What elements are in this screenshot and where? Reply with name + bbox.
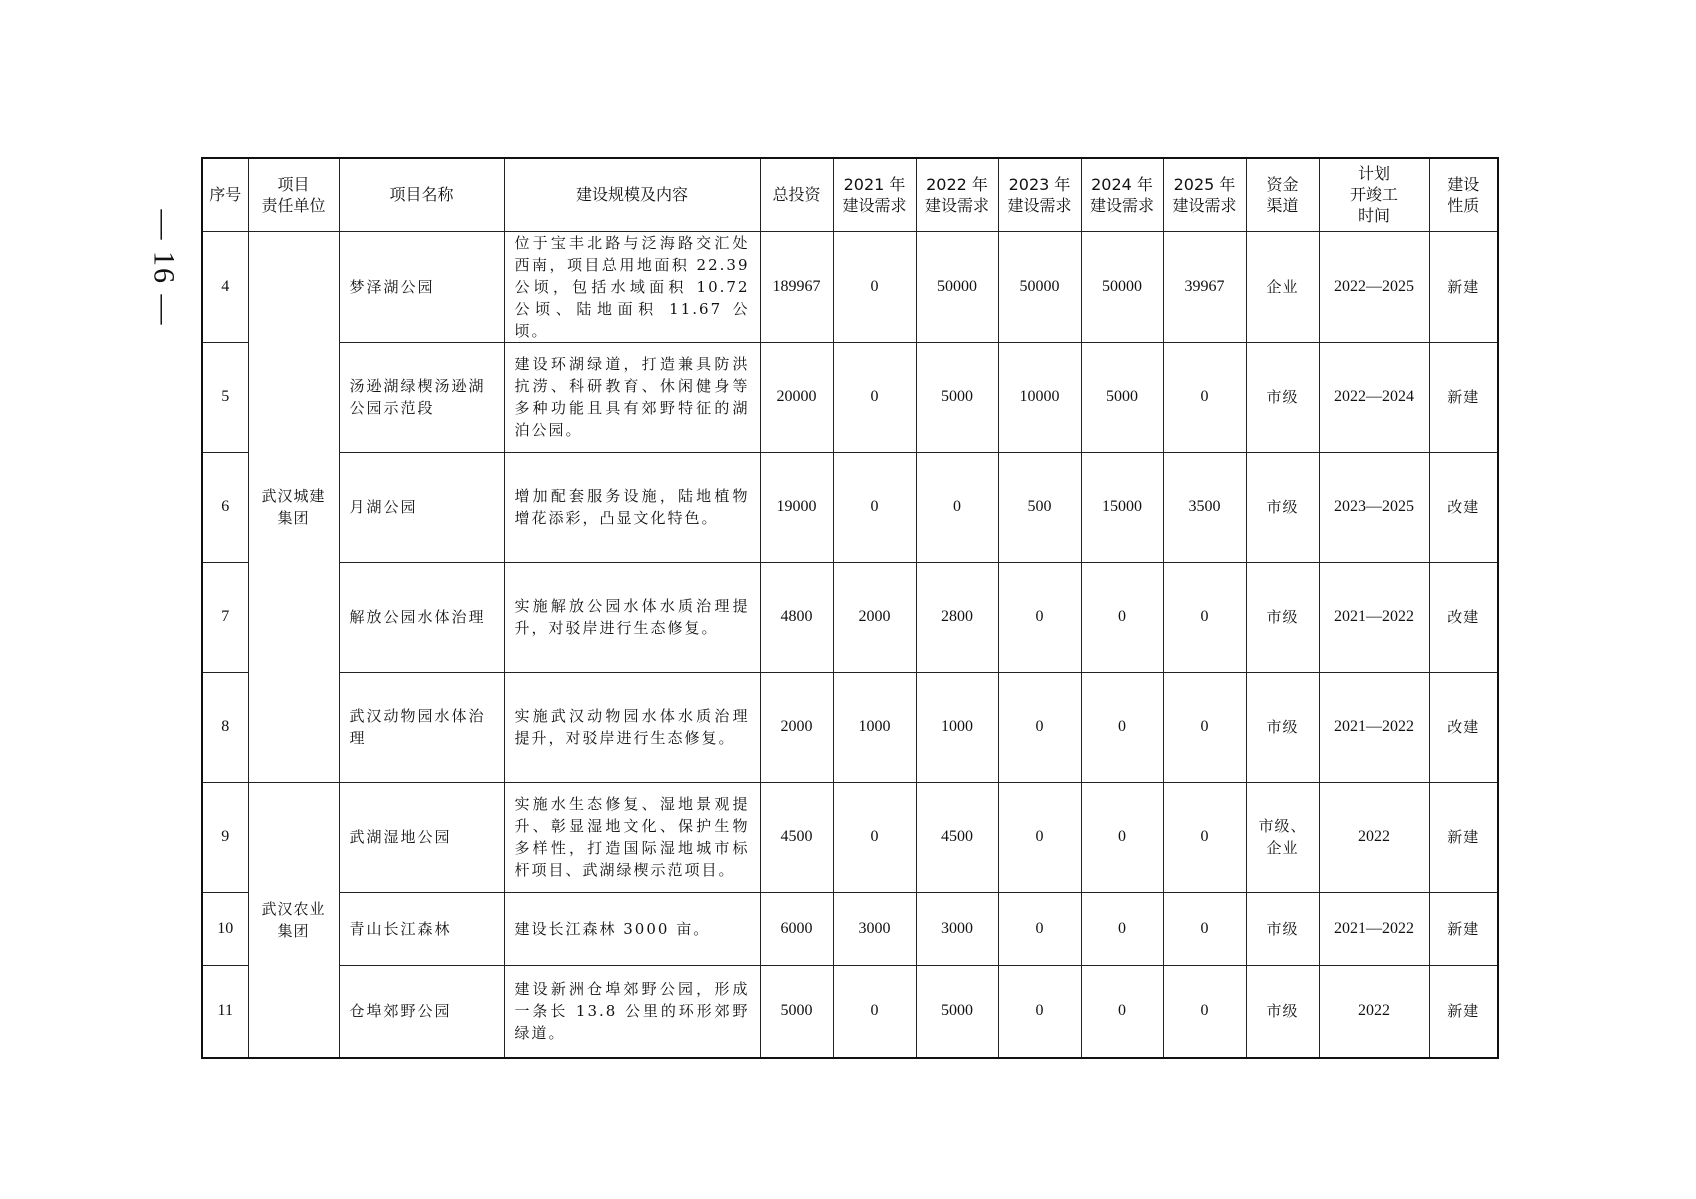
cell-total: 19000 (760, 452, 833, 562)
cell-name: 仓埠郊野公园 (339, 965, 504, 1058)
header-total: 总投资 (760, 158, 833, 231)
cell-period: 2022—2025 (1319, 231, 1429, 342)
cell-name: 梦泽湖公园 (339, 231, 504, 342)
cell-total: 4800 (760, 562, 833, 672)
header-2024: 2024 年 建设需求 (1081, 158, 1163, 231)
cell-no: 6 (202, 452, 248, 562)
cell-2021: 0 (833, 965, 916, 1058)
cell-2023: 500 (998, 452, 1081, 562)
cell-2022: 50000 (916, 231, 998, 342)
cell-2024: 5000 (1081, 342, 1163, 452)
cell-2023: 10000 (998, 342, 1081, 452)
cell-2022: 5000 (916, 965, 998, 1058)
cell-2022: 2800 (916, 562, 998, 672)
cell-fund: 市级 (1246, 452, 1319, 562)
cell-total: 189967 (760, 231, 833, 342)
cell-2021: 0 (833, 342, 916, 452)
cell-total: 4500 (760, 782, 833, 892)
cell-unit: 武汉农业 集团 (248, 782, 339, 1058)
cell-nature: 改建 (1429, 672, 1498, 782)
cell-2021: 3000 (833, 892, 916, 965)
cell-fund: 市级 (1246, 672, 1319, 782)
cell-2024: 0 (1081, 562, 1163, 672)
cell-2024: 50000 (1081, 231, 1163, 342)
header-content: 建设规模及内容 (504, 158, 760, 231)
header-nature: 建设 性质 (1429, 158, 1498, 231)
cell-2022: 1000 (916, 672, 998, 782)
header-fund: 资金 渠道 (1246, 158, 1319, 231)
cell-2025: 39967 (1163, 231, 1246, 342)
header-period: 计划 开竣工 时间 (1319, 158, 1429, 231)
cell-2022: 4500 (916, 782, 998, 892)
cell-fund: 市级 (1246, 965, 1319, 1058)
cell-2023: 0 (998, 965, 1081, 1058)
header-2025: 2025 年 建设需求 (1163, 158, 1246, 231)
cell-no: 8 (202, 672, 248, 782)
page-number-text: — 16 — (147, 209, 180, 327)
cell-no: 11 (202, 965, 248, 1058)
cell-period: 2021—2022 (1319, 672, 1429, 782)
cell-fund: 市级、 企业 (1246, 782, 1319, 892)
cell-period: 2023—2025 (1319, 452, 1429, 562)
cell-no: 5 (202, 342, 248, 452)
cell-no: 4 (202, 231, 248, 342)
table-row (202, 342, 1498, 452)
cell-content: 建设新洲仓埠郊野公园，形成一条长 13.8 公里的环形郊野绿道。 (504, 965, 760, 1058)
cell-fund: 企业 (1246, 231, 1319, 342)
cell-2022: 5000 (916, 342, 998, 452)
cell-period: 2022 (1319, 965, 1429, 1058)
cell-period: 2022—2024 (1319, 342, 1429, 452)
table-row (202, 231, 1498, 342)
cell-2021: 0 (833, 231, 916, 342)
cell-content: 建设长江森林 3000 亩。 (504, 892, 760, 965)
cell-name: 解放公园水体治理 (339, 562, 504, 672)
cell-content: 实施解放公园水体水质治理提升，对驳岸进行生态修复。 (504, 562, 760, 672)
cell-2022: 0 (916, 452, 998, 562)
cell-content: 增加配套服务设施，陆地植物增花添彩，凸显文化特色。 (504, 452, 760, 562)
cell-content: 位于宝丰北路与泛海路交汇处西南，项目总用地面积 22.39 公顷，包括水域面积 10.72 公顷、陆地面积 11.67 公顷。 (504, 231, 760, 342)
cell-total: 5000 (760, 965, 833, 1058)
cell-name: 武汉动物园水体治理 (339, 672, 504, 782)
cell-2025: 0 (1163, 892, 1246, 965)
cell-name: 青山长江森林 (339, 892, 504, 965)
cell-name: 汤逊湖绿楔汤逊湖公园示范段 (339, 342, 504, 452)
cell-no: 10 (202, 892, 248, 965)
cell-fund: 市级 (1246, 342, 1319, 452)
cell-fund: 市级 (1246, 892, 1319, 965)
cell-nature: 新建 (1429, 965, 1498, 1058)
cell-2025: 0 (1163, 562, 1246, 672)
table-row (202, 452, 1498, 562)
cell-nature: 新建 (1429, 782, 1498, 892)
cell-content: 实施水生态修复、湿地景观提升、彰显湿地文化、保护生物多样性，打造国际湿地城市标杆项目、武湖绿楔示范项目。 (504, 782, 760, 892)
cell-2024: 0 (1081, 965, 1163, 1058)
cell-2021: 0 (833, 452, 916, 562)
cell-2023: 50000 (998, 231, 1081, 342)
table-row (202, 892, 1498, 965)
header-unit: 项目 责任单位 (248, 158, 339, 231)
cell-period: 2022 (1319, 782, 1429, 892)
header-2022: 2022 年 建设需求 (916, 158, 998, 231)
cell-2021: 2000 (833, 562, 916, 672)
table-row (202, 965, 1498, 1058)
cell-2025: 3500 (1163, 452, 1246, 562)
cell-2023: 0 (998, 782, 1081, 892)
header-2023: 2023 年 建设需求 (998, 158, 1081, 231)
cell-content: 实施武汉动物园水体水质治理提升，对驳岸进行生态修复。 (504, 672, 760, 782)
cell-2024: 0 (1081, 892, 1163, 965)
cell-nature: 新建 (1429, 231, 1498, 342)
cell-2024: 0 (1081, 672, 1163, 782)
cell-nature: 新建 (1429, 342, 1498, 452)
table-row (202, 782, 1498, 892)
cell-2021: 0 (833, 782, 916, 892)
cell-2025: 0 (1163, 965, 1246, 1058)
cell-unit: 武汉城建 集团 (248, 231, 339, 782)
cell-total: 6000 (760, 892, 833, 965)
cell-2023: 0 (998, 562, 1081, 672)
table-row (202, 672, 1498, 782)
cell-2025: 0 (1163, 672, 1246, 782)
cell-total: 20000 (760, 342, 833, 452)
header-name: 项目名称 (339, 158, 504, 231)
cell-total: 2000 (760, 672, 833, 782)
cell-2021: 1000 (833, 672, 916, 782)
table-row (202, 562, 1498, 672)
cell-nature: 新建 (1429, 892, 1498, 965)
cell-name: 武湖湿地公园 (339, 782, 504, 892)
cell-nature: 改建 (1429, 562, 1498, 672)
page-number (148, 208, 178, 328)
cell-2024: 15000 (1081, 452, 1163, 562)
cell-no: 9 (202, 782, 248, 892)
cell-2023: 0 (998, 892, 1081, 965)
cell-no: 7 (202, 562, 248, 672)
header-no: 序号 (202, 158, 248, 231)
cell-period: 2021—2022 (1319, 562, 1429, 672)
cell-2024: 0 (1081, 782, 1163, 892)
cell-2025: 0 (1163, 782, 1246, 892)
header-2021: 2021 年 建设需求 (833, 158, 916, 231)
cell-nature: 改建 (1429, 452, 1498, 562)
header-row (202, 158, 1498, 231)
cell-content: 建设环湖绿道，打造兼具防洪抗涝、科研教育、休闲健身等多种功能且具有郊野特征的湖泊公园。 (504, 342, 760, 452)
cell-2022: 3000 (916, 892, 998, 965)
project-table (201, 157, 1499, 1059)
cell-period: 2021—2022 (1319, 892, 1429, 965)
cell-fund: 市级 (1246, 562, 1319, 672)
cell-name: 月湖公园 (339, 452, 504, 562)
cell-2023: 0 (998, 672, 1081, 782)
cell-2025: 0 (1163, 342, 1246, 452)
